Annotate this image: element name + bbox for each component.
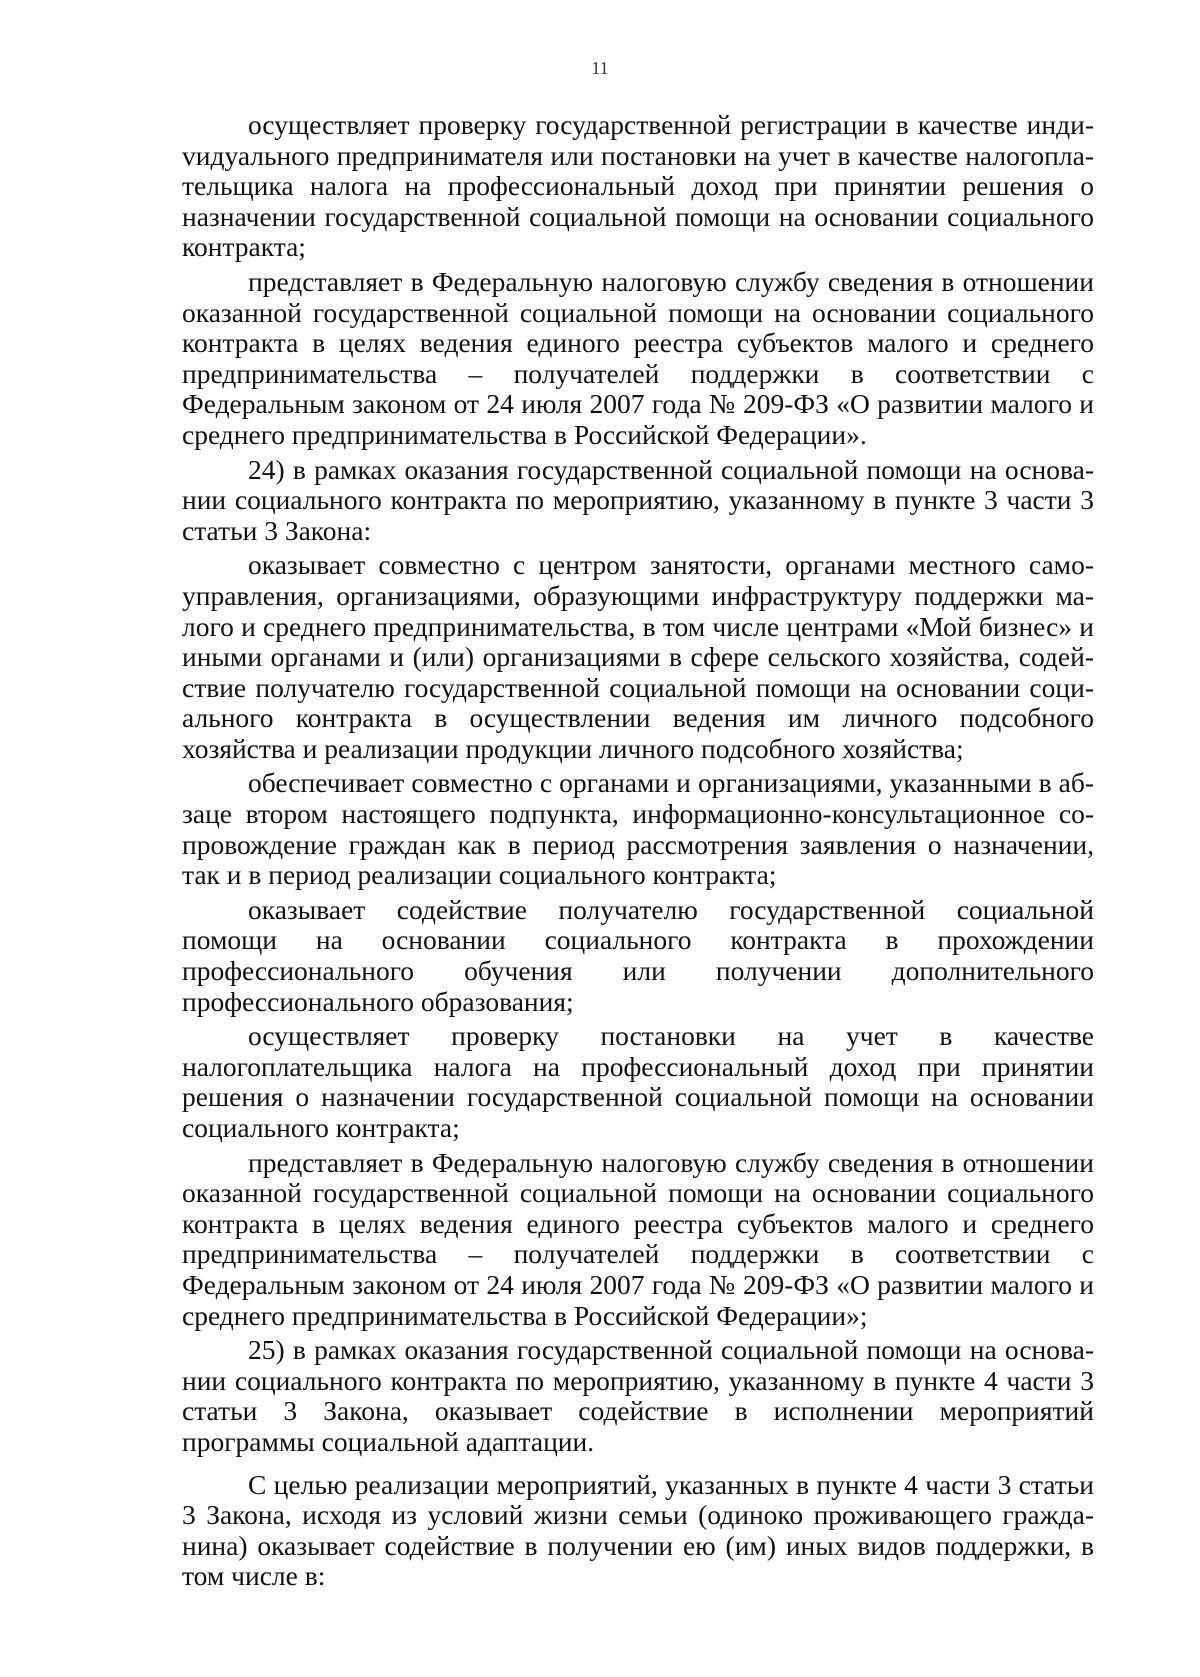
paragraph: С целью реализации мероприятий, указанных в пункте 4 части 3 статьи 3 Закона, исходя из условий жизни семьи (одиноко проживающего гражданина) оказывает содействие в получении ею (им) иных видов поддержки, в том числе в: (182, 1468, 1094, 1592)
paragraph: представляет в Федеральную налоговую службу сведения в отношении оказанной государственной социальной помощи на основании социального контракта в целях ведения единого реестра субъектов малого и среднего предпринимательства – получателей поддержки в соответствии с Федеральным законом от 24 июля 2007 года № 209-ФЗ «О развитии малого и среднего предпринимательства в Российской Федерации». (182, 265, 1094, 450)
paragraph: осуществляет проверку государственной регистрации в качестве индиvидуального предпринимателя или постановки на учет в качестве налогоплательщика налога на профессиональный доход при принятии решения о назначении государственной социальной помощи на основании социального контракта; (182, 109, 1094, 263)
document-body (182, 110, 1094, 1596)
paragraph: 24) в рамках оказания государственной социальной помощи на основании социального контракта по мероприятию, указанному в пункте 3 части 3 статьи 3 Закона: (182, 453, 1094, 546)
paragraph: осуществляет проверку постановки на учет в качестве налогоплательщика налога на профессиональный доход при принятии решения о назначении государственной социальной помощи на основании социального контракта; (182, 1020, 1094, 1143)
page-number: 11 (591, 58, 609, 78)
paragraph: обеспечивает совместно с органами и организациями, указанными в абзаце втором настоящего подпункта, информационно-консультационное сопровождение граждан как в период рассмотрения заявления о назначении, так и в период реализации социального контракта; (182, 767, 1094, 891)
paragraph: оказывает содействие получателю государственной социальной помощи на основании социального контракта в прохождении профессионального обучения или получении дополнительного профессионального образования; (182, 893, 1094, 1017)
paragraph: 25) в рамках оказания государственной социальной помощи на основании социального контракта по мероприятию, указанному в пункте 4 части 3 статьи 3 Закона, оказывает содействие в исполнении мероприятий программы социальной адаптации. (182, 1334, 1094, 1457)
paragraph: представляет в Федеральную налоговую службу сведения в отношении оказанной государственной социальной помощи на основании социального контракта в целях ведения единого реестра субъектов малого и среднего предпринимательства – получателей поддержки в соответствии с Федеральным законом от 24 июля 2007 года № 209-ФЗ «О развитии малого и среднего предпринимательства в Российской Федерации»; (182, 1146, 1094, 1331)
paragraph: оказывает совместно с центром занятости, органами местного самоуправления, организациями, образующими инфраструктуру поддержки малого и среднего предпринимательства, в том числе центрами «Мой бизнес» и иными органами и (или) организациями в сфере сельского хозяйства, содействие получателю государственной социальной помощи на основании социального контракта в осуществлении ведения им личного подсобного хозяйства и реализации продукции личного подсобного хозяйства; (182, 549, 1094, 764)
